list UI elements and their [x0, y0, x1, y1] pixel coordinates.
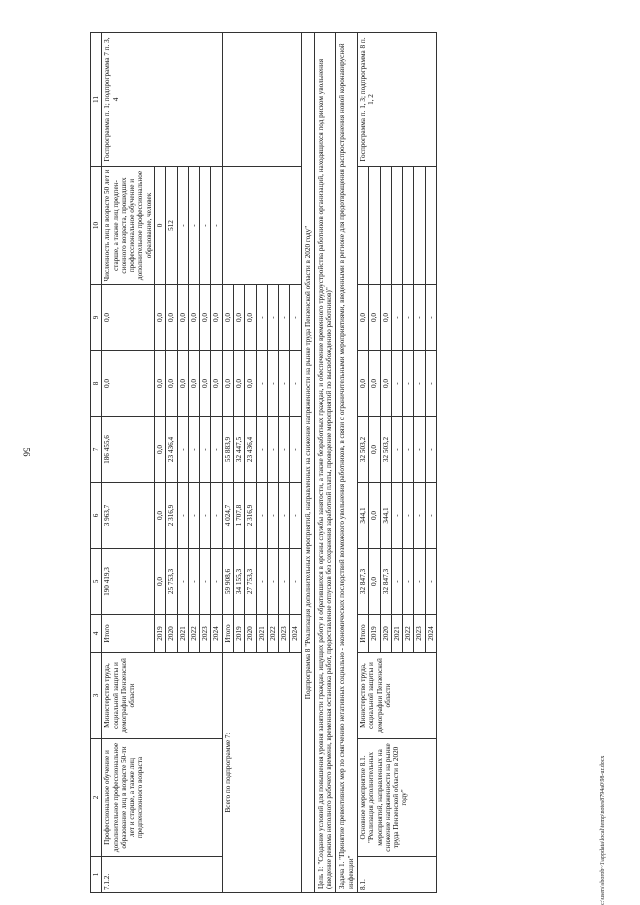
goal-row — [314, 33, 336, 893]
total-cell: 34 155,3 — [233, 549, 244, 615]
table-row — [102, 33, 155, 893]
regional-cell: - — [256, 417, 267, 483]
year-cell: Итого — [358, 615, 369, 653]
page-number: 56 — [21, 447, 32, 457]
extrabudget-cell: 0,0 — [369, 285, 380, 351]
federal-cell: 0,0 — [154, 483, 165, 549]
col-header: 3 — [91, 653, 102, 739]
regional-cell: - — [267, 417, 278, 483]
local-cell: - — [425, 351, 436, 417]
local-cell: 0,0 — [166, 351, 177, 417]
extrabudget-cell: - — [414, 285, 425, 351]
local-cell: 0,0 — [358, 351, 369, 417]
year-cell: 2024 — [211, 615, 222, 653]
local-cell: 0,0 — [188, 351, 199, 417]
federal-cell: - — [267, 483, 278, 549]
extrabudget-cell: - — [403, 285, 414, 351]
indicator-value: 0 — [154, 167, 165, 285]
col-header: 10 — [91, 167, 102, 285]
regional-cell: - — [414, 417, 425, 483]
indicator-name: Численность лиц в возрасте 50 лет и старше, а также лиц предпенсионного возраста, прошедших профессиональное обучение и дополнительное профессиональное образование, человек — [102, 167, 155, 285]
year-cell: 2023 — [279, 615, 290, 653]
local-cell: - — [256, 351, 267, 417]
subprogram-8-title: Подпрограмма 8 "Реализация дополнительных мероприятий, направленных на снижение напряженности на рынке труда Пензенской области в 2020 году" — [301, 33, 314, 893]
executor: Министерство труда, социальной защиты и демографии Пензенской области — [358, 653, 437, 739]
extrabudget-cell: - — [425, 285, 436, 351]
extrabudget-cell: 0,0 — [222, 285, 233, 351]
total-cell: 27 753,3 — [245, 549, 256, 615]
federal-cell: 1 707,8 — [233, 483, 244, 549]
regional-cell: - — [211, 417, 222, 483]
year-cell: 2019 — [369, 615, 380, 653]
empty-cell — [414, 167, 425, 285]
total-cell: 0,0 — [369, 549, 380, 615]
task-1-text: Задача 1. "Принятие превентивных мер по смягчению негативных социально - экономических последствий возможного увольнения работников, в связи с ограничительными мероприятиями, введенными в регионе для предотвращения распространения новой коронавирусной инфекции" — [336, 33, 358, 893]
col-header: 7 — [91, 417, 102, 483]
federal-cell: - — [188, 483, 199, 549]
executor: Министерство труда, социальной защиты и демографии Пензенской области — [102, 653, 222, 739]
federal-cell: - — [256, 483, 267, 549]
budget-table-sheet — [90, 33, 600, 893]
col-header: 11 — [91, 33, 102, 167]
year-cell: 2020 — [380, 615, 391, 653]
local-cell: - — [391, 351, 402, 417]
empty-cell — [222, 167, 301, 285]
federal-cell: 0,0 — [369, 483, 380, 549]
local-cell: 0,0 — [154, 351, 165, 417]
year-cell: Итого — [102, 615, 155, 653]
local-cell: 0,0 — [222, 351, 233, 417]
program-link: Госпрограмма п. 1, 3; подпрограмма 8 п. 1, 2 — [358, 33, 437, 167]
row-number: 7.1.2. — [102, 857, 222, 893]
measure-name: Профессиональное обучение и дополнительное профессиональное образование лиц в возрасте 50-ти лет и старше, а также лиц предпенсионного возраста — [102, 739, 222, 857]
extrabudget-cell: 0,0 — [245, 285, 256, 351]
year-cell: 2023 — [414, 615, 425, 653]
indicator-value: 512 — [166, 167, 177, 285]
year-cell: 2021 — [391, 615, 402, 653]
federal-cell: 344,1 — [380, 483, 391, 549]
regional-cell: 32 503,2 — [380, 417, 391, 483]
extrabudget-cell: 0,0 — [102, 285, 155, 351]
col-header: 1 — [91, 857, 102, 893]
extrabudget-cell: 0,0 — [380, 285, 391, 351]
subprogram-title-row — [301, 33, 314, 893]
indicator-value: - — [188, 167, 199, 285]
col-header: 4 — [91, 615, 102, 653]
federal-cell: - — [403, 483, 414, 549]
extrabudget-cell: 0,0 — [154, 285, 165, 351]
total-cell: 32 847,3 — [380, 549, 391, 615]
empty-cell — [403, 167, 414, 285]
local-cell: 0,0 — [177, 351, 188, 417]
total-cell: - — [391, 549, 402, 615]
regional-cell: 23 436,4 — [245, 417, 256, 483]
year-cell: 2022 — [267, 615, 278, 653]
empty-cell — [369, 167, 380, 285]
federal-cell: 344,1 — [358, 483, 369, 549]
indicator-value: - — [211, 167, 222, 285]
extrabudget-cell: 0,0 — [177, 285, 188, 351]
extrabudget-cell: - — [267, 285, 278, 351]
local-cell: 0,0 — [200, 351, 211, 417]
year-cell: 2022 — [403, 615, 414, 653]
federal-cell: - — [177, 483, 188, 549]
extrabudget-cell: - — [290, 285, 301, 351]
empty-cell — [380, 167, 391, 285]
total-cell: - — [256, 549, 267, 615]
column-number-row — [91, 33, 102, 893]
subtotal-label: Всего по подпрограмме 7: — [222, 653, 301, 893]
regional-cell: 32 447,5 — [233, 417, 244, 483]
federal-cell: - — [200, 483, 211, 549]
federal-cell: - — [211, 483, 222, 549]
total-cell: 0,0 — [154, 549, 165, 615]
regional-cell: 186 455,6 — [102, 417, 155, 483]
regional-cell: - — [425, 417, 436, 483]
extrabudget-cell: 0,0 — [188, 285, 199, 351]
total-cell: - — [267, 549, 278, 615]
task-row — [336, 33, 358, 893]
total-cell: - — [177, 549, 188, 615]
extrabudget-cell: - — [256, 285, 267, 351]
federal-cell: - — [425, 483, 436, 549]
year-cell: 2023 — [200, 615, 211, 653]
regional-cell: - — [290, 417, 301, 483]
year-cell: 2022 — [188, 615, 199, 653]
total-cell: 59 908,6 — [222, 549, 233, 615]
regional-cell: 55 883,9 — [222, 417, 233, 483]
local-cell: - — [403, 351, 414, 417]
regional-cell: - — [279, 417, 290, 483]
col-header: 2 — [91, 739, 102, 857]
empty-cell — [358, 167, 369, 285]
total-cell: - — [279, 549, 290, 615]
federal-cell: - — [279, 483, 290, 549]
local-cell: 0,0 — [380, 351, 391, 417]
total-cell: 32 847,3 — [358, 549, 369, 615]
col-header: 8 — [91, 351, 102, 417]
col-header: 5 — [91, 549, 102, 615]
regional-cell: 32 503,2 — [358, 417, 369, 483]
program-link: Госпрограмма п. 1; подпрограмма 7 п. 3, 4 — [102, 33, 222, 167]
federal-cell: - — [290, 483, 301, 549]
local-cell: 0,0 — [102, 351, 155, 417]
extrabudget-cell: - — [391, 285, 402, 351]
total-cell: - — [414, 549, 425, 615]
total-cell: - — [188, 549, 199, 615]
year-cell: 2021 — [177, 615, 188, 653]
indicator-value: - — [177, 167, 188, 285]
regional-cell: 0,0 — [154, 417, 165, 483]
extrabudget-cell: 0,0 — [358, 285, 369, 351]
federal-cell: 3 963,7 — [102, 483, 155, 549]
year-cell: 2024 — [425, 615, 436, 653]
footer-file-path: c:\users\sborob~1\appdata\local\temp\notes8794a0\98-ur.docx — [600, 755, 606, 905]
extrabudget-cell: 0,0 — [211, 285, 222, 351]
table-row — [358, 33, 369, 893]
year-cell: Итого — [222, 615, 233, 653]
regional-cell: 23 436,4 — [166, 417, 177, 483]
regional-cell: - — [403, 417, 414, 483]
empty-cell — [222, 33, 301, 167]
local-cell: - — [267, 351, 278, 417]
regional-cell: - — [391, 417, 402, 483]
goal-1-text: Цель 1: "Создание условий для повышения уровня занятости граждан, ищущих работу и обратившихся в органы службы занятости, а также безработных граждан, и обеспечение временного трудоустройства работников организаций, находящихся под риском увольнения (введение режима неполного рабочего времени, временная остановка работ, предоставление отпусков без сохранения заработной платы, проведение мероприятий по высвобождению работников)" — [314, 33, 336, 893]
total-cell: - — [200, 549, 211, 615]
federal-cell: 2 316,9 — [166, 483, 177, 549]
total-cell: - — [211, 549, 222, 615]
regional-cell: - — [188, 417, 199, 483]
total-cell: 25 753,3 — [166, 549, 177, 615]
empty-cell — [391, 167, 402, 285]
measure-name: Основное мероприятие 8.1. "Реализация дополнительных мероприятий, направленных на снижение напряженности на рынке труда Пензенской области в 2020 году" — [358, 739, 437, 857]
indicator-value: - — [200, 167, 211, 285]
regional-cell: - — [177, 417, 188, 483]
extrabudget-cell: 0,0 — [200, 285, 211, 351]
row-number: 8.1. — [358, 857, 437, 893]
local-cell: - — [414, 351, 425, 417]
extrabudget-cell: - — [279, 285, 290, 351]
year-cell: 2020 — [166, 615, 177, 653]
local-cell: 0,0 — [369, 351, 380, 417]
local-cell: - — [279, 351, 290, 417]
col-header: 9 — [91, 285, 102, 351]
year-cell: 2019 — [233, 615, 244, 653]
total-cell: - — [403, 549, 414, 615]
col-header: 6 — [91, 483, 102, 549]
total-cell: - — [290, 549, 301, 615]
local-cell: 0,0 — [211, 351, 222, 417]
empty-cell — [425, 167, 436, 285]
local-cell: 0,0 — [233, 351, 244, 417]
local-cell: - — [290, 351, 301, 417]
local-cell: 0,0 — [245, 351, 256, 417]
total-cell: 190 419,3 — [102, 549, 155, 615]
federal-cell: - — [391, 483, 402, 549]
regional-cell: - — [200, 417, 211, 483]
federal-cell: 4 024,7 — [222, 483, 233, 549]
regional-cell: 0,0 — [369, 417, 380, 483]
extrabudget-cell: 0,0 — [166, 285, 177, 351]
year-cell: 2021 — [256, 615, 267, 653]
year-cell: 2024 — [290, 615, 301, 653]
total-cell: - — [425, 549, 436, 615]
federal-cell: - — [414, 483, 425, 549]
subtotal-row — [222, 33, 233, 893]
year-cell: 2020 — [245, 615, 256, 653]
budget-table — [90, 32, 437, 893]
federal-cell: 2 316,9 — [245, 483, 256, 549]
year-cell: 2019 — [154, 615, 165, 653]
extrabudget-cell: 0,0 — [233, 285, 244, 351]
